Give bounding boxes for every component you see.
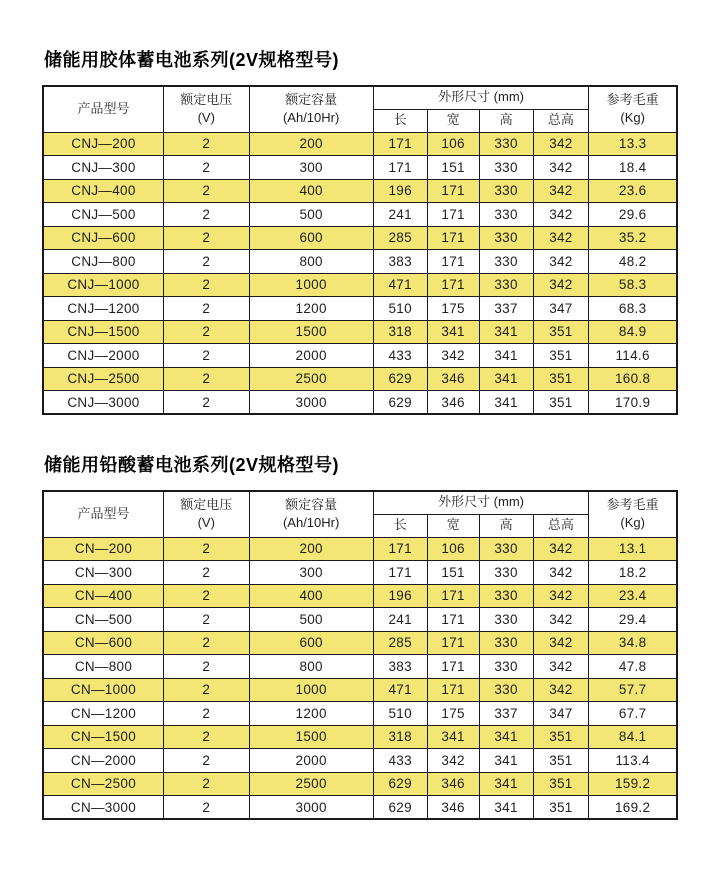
cell-total_hei: 347	[533, 702, 589, 726]
table-row	[43, 297, 677, 321]
cell-model: CN—600	[43, 631, 163, 655]
cell-total_hei: 351	[533, 367, 589, 391]
cell-weight: 169.2	[589, 796, 677, 820]
cell-total_hei: 351	[533, 391, 589, 415]
capacity-header-line1: 额定容量	[285, 497, 338, 513]
col-header-dimensions: 外形尺寸 (mm)	[373, 491, 589, 514]
lead-acid-battery-section	[42, 451, 678, 820]
cell-len: 629	[373, 367, 427, 391]
cell-voltage: 2	[163, 772, 249, 796]
table-row	[43, 156, 677, 180]
cell-hei: 330	[479, 608, 533, 632]
col-header-weight	[589, 86, 677, 132]
table-row	[43, 584, 677, 608]
cell-model: CNJ—1200	[43, 297, 163, 321]
cell-len: 471	[373, 273, 427, 297]
cell-hei: 341	[479, 391, 533, 415]
cell-hei: 330	[479, 226, 533, 250]
table-row	[43, 226, 677, 250]
cell-wid: 175	[427, 702, 479, 726]
cell-model: CNJ—500	[43, 203, 163, 227]
cell-total_hei: 342	[533, 250, 589, 274]
cell-hei: 337	[479, 702, 533, 726]
cell-capacity: 2000	[249, 749, 373, 773]
lead-acid-battery-spec-table	[42, 490, 678, 820]
cell-voltage: 2	[163, 608, 249, 632]
cell-wid: 171	[427, 655, 479, 679]
cell-len: 171	[373, 156, 427, 180]
cell-model: CNJ—2000	[43, 344, 163, 368]
cell-len: 285	[373, 631, 427, 655]
cell-model: CNJ—200	[43, 132, 163, 156]
cell-wid: 171	[427, 678, 479, 702]
cell-capacity: 200	[249, 132, 373, 156]
cell-model: CN—1000	[43, 678, 163, 702]
voltage-header-line1: 额定电压	[180, 497, 233, 513]
table-row	[43, 702, 677, 726]
cell-wid: 171	[427, 608, 479, 632]
cell-hei: 330	[479, 203, 533, 227]
cell-wid: 151	[427, 156, 479, 180]
cell-len: 196	[373, 584, 427, 608]
cell-capacity: 1200	[249, 297, 373, 321]
cell-capacity: 300	[249, 561, 373, 585]
cell-model: CNJ—400	[43, 179, 163, 203]
capacity-header-line2: (Ah/10Hr)	[282, 515, 340, 531]
cell-model: CN—500	[43, 608, 163, 632]
cell-wid: 151	[427, 561, 479, 585]
cell-hei: 330	[479, 678, 533, 702]
cell-capacity: 300	[249, 156, 373, 180]
cell-capacity: 600	[249, 226, 373, 250]
cell-voltage: 2	[163, 344, 249, 368]
cell-hei: 330	[479, 132, 533, 156]
cell-hei: 330	[479, 250, 533, 274]
col-header-total-height: 总高	[533, 514, 589, 537]
cell-voltage: 2	[163, 725, 249, 749]
table-row	[43, 203, 677, 227]
cell-hei: 341	[479, 772, 533, 796]
col-header-length: 长	[373, 514, 427, 537]
cell-hei: 330	[479, 655, 533, 679]
cell-weight: 35.2	[589, 226, 677, 250]
cell-model: CN—2500	[43, 772, 163, 796]
cell-wid: 175	[427, 297, 479, 321]
cell-wid: 171	[427, 226, 479, 250]
cell-total_hei: 342	[533, 631, 589, 655]
col-header-height: 高	[479, 514, 533, 537]
cell-hei: 341	[479, 749, 533, 773]
capacity-header-line1: 额定容量	[285, 92, 338, 108]
section-title-lead-acid: 储能用铅酸蓄电池系列(2V规格型号)	[44, 455, 340, 475]
section-title-gel: 储能用胶体蓄电池系列(2V规格型号)	[44, 50, 340, 70]
cell-total_hei: 342	[533, 226, 589, 250]
cell-len: 196	[373, 179, 427, 203]
cell-wid: 171	[427, 584, 479, 608]
table-row	[43, 631, 677, 655]
cell-capacity: 3000	[249, 391, 373, 415]
col-header-capacity	[249, 86, 373, 132]
cell-weight: 34.8	[589, 631, 677, 655]
table-row	[43, 749, 677, 773]
cell-capacity: 800	[249, 655, 373, 679]
col-header-width: 宽	[427, 109, 479, 132]
gel-battery-section	[42, 46, 678, 415]
cell-weight: 13.3	[589, 132, 677, 156]
cell-voltage: 2	[163, 250, 249, 274]
cell-len: 318	[373, 320, 427, 344]
cell-weight: 47.8	[589, 655, 677, 679]
cell-hei: 330	[479, 156, 533, 180]
table-row	[43, 320, 677, 344]
cell-hei: 330	[479, 179, 533, 203]
cell-len: 285	[373, 226, 427, 250]
cell-weight: 13.1	[589, 537, 677, 561]
table-row	[43, 367, 677, 391]
cell-weight: 18.2	[589, 561, 677, 585]
cell-capacity: 500	[249, 608, 373, 632]
cell-capacity: 1000	[249, 678, 373, 702]
cell-voltage: 2	[163, 702, 249, 726]
table-row	[43, 391, 677, 415]
cell-capacity: 1000	[249, 273, 373, 297]
cell-capacity: 2500	[249, 367, 373, 391]
cell-weight: 67.7	[589, 702, 677, 726]
cell-hei: 341	[479, 320, 533, 344]
cell-len: 629	[373, 391, 427, 415]
cell-voltage: 2	[163, 203, 249, 227]
cell-weight: 160.8	[589, 367, 677, 391]
cell-capacity: 1500	[249, 320, 373, 344]
cell-hei: 330	[479, 273, 533, 297]
cell-len: 383	[373, 655, 427, 679]
cell-hei: 341	[479, 344, 533, 368]
cell-total_hei: 342	[533, 203, 589, 227]
cell-weight: 18.4	[589, 156, 677, 180]
cell-voltage: 2	[163, 749, 249, 773]
cell-voltage: 2	[163, 297, 249, 321]
cell-total_hei: 347	[533, 297, 589, 321]
cell-len: 510	[373, 702, 427, 726]
cell-voltage: 2	[163, 226, 249, 250]
cell-total_hei: 342	[533, 132, 589, 156]
cell-model: CNJ—3000	[43, 391, 163, 415]
cell-hei: 337	[479, 297, 533, 321]
cell-weight: 58.3	[589, 273, 677, 297]
cell-weight: 29.6	[589, 203, 677, 227]
cell-model: CN—3000	[43, 796, 163, 820]
cell-capacity: 1500	[249, 725, 373, 749]
col-header-width: 宽	[427, 514, 479, 537]
cell-model: CN—1500	[43, 725, 163, 749]
cell-voltage: 2	[163, 678, 249, 702]
cell-len: 318	[373, 725, 427, 749]
cell-len: 241	[373, 608, 427, 632]
cell-model: CN—800	[43, 655, 163, 679]
cell-len: 171	[373, 561, 427, 585]
table-body	[43, 132, 677, 414]
cell-wid: 341	[427, 725, 479, 749]
cell-model: CN—1200	[43, 702, 163, 726]
cell-model: CNJ—300	[43, 156, 163, 180]
cell-total_hei: 342	[533, 273, 589, 297]
cell-hei: 341	[479, 725, 533, 749]
cell-model: CN—200	[43, 537, 163, 561]
cell-total_hei: 342	[533, 156, 589, 180]
capacity-header-line2: (Ah/10Hr)	[282, 110, 340, 126]
cell-model: CNJ—1000	[43, 273, 163, 297]
cell-capacity: 1200	[249, 702, 373, 726]
cell-wid: 346	[427, 367, 479, 391]
weight-header-line2: (Kg)	[620, 110, 645, 126]
col-header-voltage	[163, 86, 249, 132]
cell-voltage: 2	[163, 631, 249, 655]
col-header-total-height: 总高	[533, 109, 589, 132]
cell-voltage: 2	[163, 132, 249, 156]
cell-voltage: 2	[163, 179, 249, 203]
table-row	[43, 344, 677, 368]
cell-total_hei: 342	[533, 179, 589, 203]
cell-weight: 159.2	[589, 772, 677, 796]
cell-voltage: 2	[163, 655, 249, 679]
weight-header-line1: 参考毛重	[606, 497, 659, 513]
cell-voltage: 2	[163, 273, 249, 297]
cell-model: CN—300	[43, 561, 163, 585]
voltage-header-line2: (V)	[197, 515, 215, 531]
cell-voltage: 2	[163, 391, 249, 415]
cell-weight: 23.4	[589, 584, 677, 608]
cell-weight: 23.6	[589, 179, 677, 203]
cell-weight: 114.6	[589, 344, 677, 368]
col-header-length: 长	[373, 109, 427, 132]
table-row	[43, 250, 677, 274]
col-header-weight	[589, 491, 677, 537]
cell-total_hei: 342	[533, 608, 589, 632]
cell-total_hei: 342	[533, 655, 589, 679]
table-row	[43, 537, 677, 561]
table-row	[43, 608, 677, 632]
cell-total_hei: 351	[533, 344, 589, 368]
cell-weight: 113.4	[589, 749, 677, 773]
cell-hei: 330	[479, 631, 533, 655]
cell-wid: 342	[427, 344, 479, 368]
cell-capacity: 2500	[249, 772, 373, 796]
cell-total_hei: 351	[533, 749, 589, 773]
cell-model: CN—2000	[43, 749, 163, 773]
cell-wid: 106	[427, 537, 479, 561]
cell-wid: 346	[427, 772, 479, 796]
cell-model: CN—400	[43, 584, 163, 608]
table-header	[43, 491, 677, 537]
table-row	[43, 561, 677, 585]
cell-len: 629	[373, 796, 427, 820]
cell-voltage: 2	[163, 796, 249, 820]
cell-weight: 84.9	[589, 320, 677, 344]
gel-battery-spec-table	[42, 85, 678, 415]
cell-total_hei: 351	[533, 772, 589, 796]
weight-header-line2: (Kg)	[620, 515, 645, 531]
table-row	[43, 273, 677, 297]
table-body	[43, 537, 677, 819]
cell-model: CNJ—1500	[43, 320, 163, 344]
cell-wid: 171	[427, 631, 479, 655]
cell-capacity: 200	[249, 537, 373, 561]
cell-model: CNJ—2500	[43, 367, 163, 391]
col-header-voltage	[163, 491, 249, 537]
col-header-model: 产品型号	[43, 86, 163, 132]
table-row	[43, 179, 677, 203]
cell-hei: 330	[479, 561, 533, 585]
cell-weight: 57.7	[589, 678, 677, 702]
cell-weight: 170.9	[589, 391, 677, 415]
cell-weight: 84.1	[589, 725, 677, 749]
cell-total_hei: 351	[533, 725, 589, 749]
table-row	[43, 678, 677, 702]
cell-capacity: 2000	[249, 344, 373, 368]
voltage-header-line2: (V)	[197, 110, 215, 126]
cell-len: 629	[373, 772, 427, 796]
table-row	[43, 725, 677, 749]
cell-capacity: 500	[249, 203, 373, 227]
cell-hei: 341	[479, 796, 533, 820]
table-row	[43, 772, 677, 796]
cell-total_hei: 351	[533, 796, 589, 820]
table-row	[43, 132, 677, 156]
cell-len: 471	[373, 678, 427, 702]
table-row	[43, 796, 677, 820]
cell-capacity: 800	[249, 250, 373, 274]
cell-capacity: 400	[249, 179, 373, 203]
cell-model: CNJ—600	[43, 226, 163, 250]
cell-wid: 171	[427, 179, 479, 203]
cell-hei: 330	[479, 537, 533, 561]
table-header	[43, 86, 677, 132]
cell-len: 171	[373, 537, 427, 561]
cell-wid: 341	[427, 320, 479, 344]
cell-len: 510	[373, 297, 427, 321]
cell-wid: 346	[427, 796, 479, 820]
col-header-model: 产品型号	[43, 491, 163, 537]
cell-wid: 171	[427, 203, 479, 227]
cell-voltage: 2	[163, 561, 249, 585]
cell-wid: 106	[427, 132, 479, 156]
cell-total_hei: 342	[533, 678, 589, 702]
cell-weight: 68.3	[589, 297, 677, 321]
cell-total_hei: 342	[533, 561, 589, 585]
cell-model: CNJ—800	[43, 250, 163, 274]
cell-wid: 346	[427, 391, 479, 415]
cell-len: 171	[373, 132, 427, 156]
cell-wid: 171	[427, 250, 479, 274]
cell-len: 433	[373, 344, 427, 368]
cell-hei: 330	[479, 584, 533, 608]
cell-capacity: 600	[249, 631, 373, 655]
cell-capacity: 400	[249, 584, 373, 608]
cell-total_hei: 351	[533, 320, 589, 344]
cell-weight: 48.2	[589, 250, 677, 274]
cell-voltage: 2	[163, 584, 249, 608]
voltage-header-line1: 额定电压	[180, 92, 233, 108]
cell-capacity: 3000	[249, 796, 373, 820]
cell-len: 241	[373, 203, 427, 227]
col-header-height: 高	[479, 109, 533, 132]
cell-total_hei: 342	[533, 537, 589, 561]
cell-len: 383	[373, 250, 427, 274]
col-header-capacity	[249, 491, 373, 537]
cell-total_hei: 342	[533, 584, 589, 608]
cell-hei: 341	[479, 367, 533, 391]
cell-voltage: 2	[163, 537, 249, 561]
weight-header-line1: 参考毛重	[606, 92, 659, 108]
cell-voltage: 2	[163, 156, 249, 180]
cell-weight: 29.4	[589, 608, 677, 632]
cell-voltage: 2	[163, 320, 249, 344]
col-header-dimensions: 外形尺寸 (mm)	[373, 86, 589, 109]
table-row	[43, 655, 677, 679]
cell-wid: 342	[427, 749, 479, 773]
cell-voltage: 2	[163, 367, 249, 391]
cell-len: 433	[373, 749, 427, 773]
cell-wid: 171	[427, 273, 479, 297]
